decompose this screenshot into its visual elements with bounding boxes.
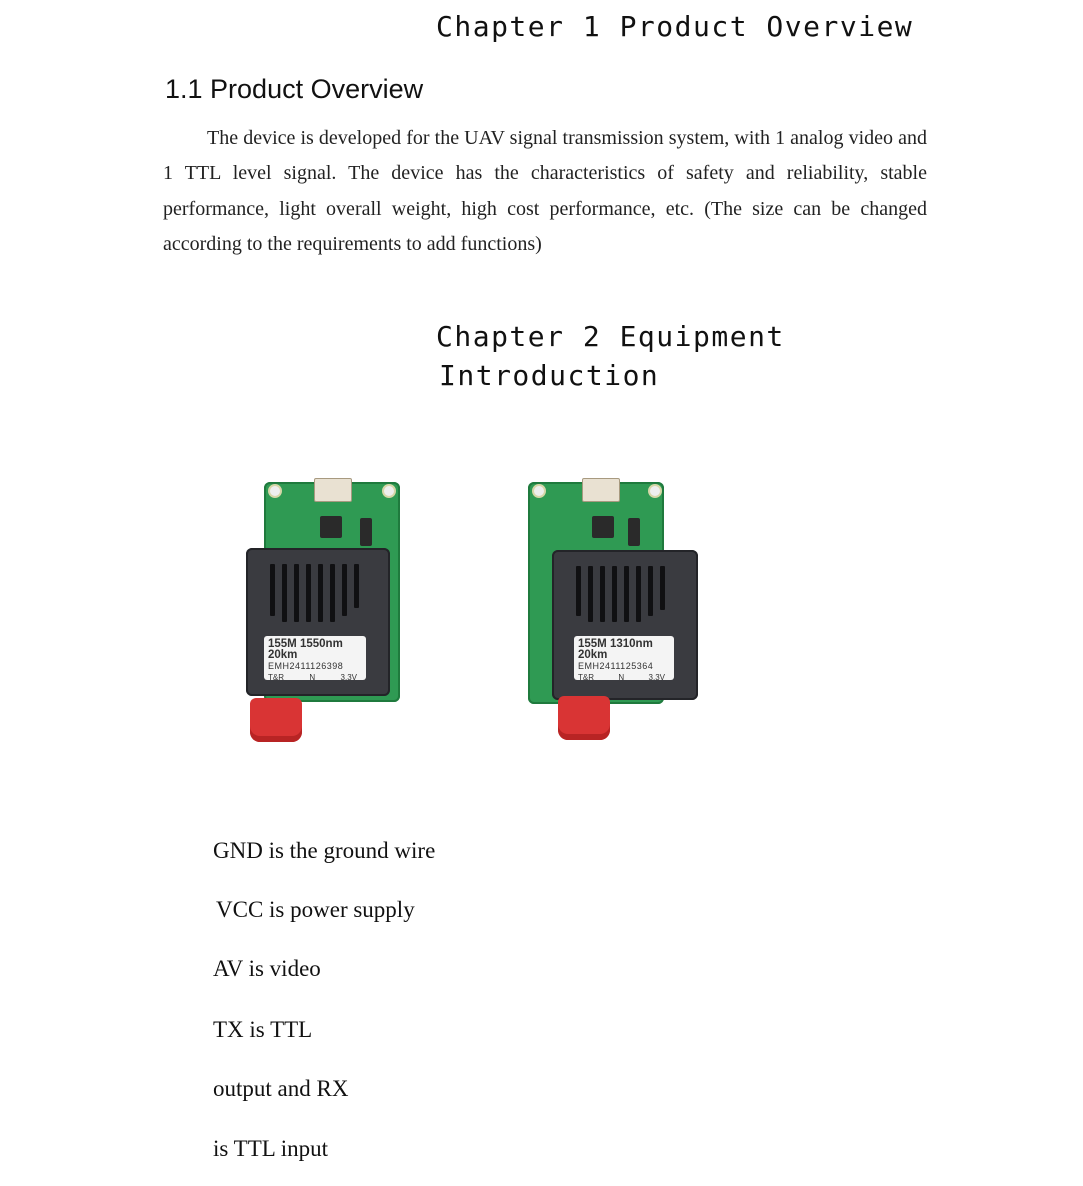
- fin: [270, 564, 275, 616]
- chapter-2-title-line-1: Chapter 2 Equipment: [436, 320, 785, 353]
- fin: [588, 566, 593, 622]
- heat-fins: [576, 566, 665, 626]
- chip: [360, 518, 372, 546]
- label-tag: T&R: [578, 673, 594, 682]
- pin-description-av: AV is video: [213, 956, 321, 981]
- label-voltage: 3.3V: [340, 673, 357, 682]
- fin: [342, 564, 347, 616]
- label-line-3: [268, 672, 363, 683]
- label-line-3: [578, 672, 671, 683]
- label-line-2: EMH2411126398: [268, 661, 344, 671]
- label-line-2: EMH2411125364: [578, 661, 654, 671]
- module-label: [264, 636, 366, 680]
- pin-description-vcc: VCC is power supply: [216, 897, 415, 922]
- label-mark: N: [618, 673, 625, 682]
- pin-description-output-rx: output and RX: [213, 1076, 349, 1101]
- pin-description-tx: TX is TTL: [213, 1017, 313, 1042]
- fin: [648, 566, 653, 616]
- fin: [636, 566, 641, 622]
- pin-description-gnd: GND is the ground wire: [213, 838, 436, 863]
- fin: [318, 564, 323, 622]
- mounting-hole: [268, 484, 282, 498]
- dust-cap: [558, 696, 610, 740]
- label-voltage: 3.3V: [648, 673, 665, 682]
- product-photo: [162, 412, 780, 814]
- mounting-hole: [382, 484, 396, 498]
- fin: [294, 564, 299, 622]
- mounting-hole: [532, 484, 546, 498]
- connector-header: [314, 478, 352, 502]
- pin-description-ttl-input: is TTL input: [213, 1136, 328, 1161]
- chapter-2-title: [436, 317, 785, 395]
- chapter-2-title-line-2: Introduction: [439, 359, 660, 392]
- section-1-1-title: 1.1 Product Overview: [165, 74, 424, 104]
- fin: [282, 564, 287, 622]
- chip: [628, 518, 640, 546]
- mounting-hole: [648, 484, 662, 498]
- chapter-1-title: Chapter 1 Product Overview: [436, 10, 914, 43]
- chip: [320, 516, 342, 538]
- fin: [660, 566, 665, 610]
- module-label: [574, 636, 674, 680]
- fin: [330, 564, 335, 622]
- fin: [612, 566, 617, 622]
- fin: [354, 564, 359, 608]
- heat-fins: [270, 564, 359, 624]
- fin: [576, 566, 581, 616]
- label-line-1: 155M 1310nm 20km: [578, 638, 653, 661]
- overview-paragraph: The device is developed for the UAV signal transmission system, with 1 analog video and 1 TTL level signal. The device has the characteristics of safety and reliability, stable performance, light overall weight, high cost performance, etc. (The size can be changed according to the requirements to add functions): [163, 127, 927, 256]
- label-tag: T&R: [268, 673, 284, 682]
- connector-header: [582, 478, 620, 502]
- fin: [600, 566, 605, 622]
- fin: [624, 566, 629, 622]
- fin: [306, 564, 311, 622]
- label-mark: N: [309, 673, 316, 682]
- dust-cap: [250, 698, 302, 742]
- chip: [592, 516, 614, 538]
- label-line-1: 155M 1550nm 20km: [268, 638, 343, 661]
